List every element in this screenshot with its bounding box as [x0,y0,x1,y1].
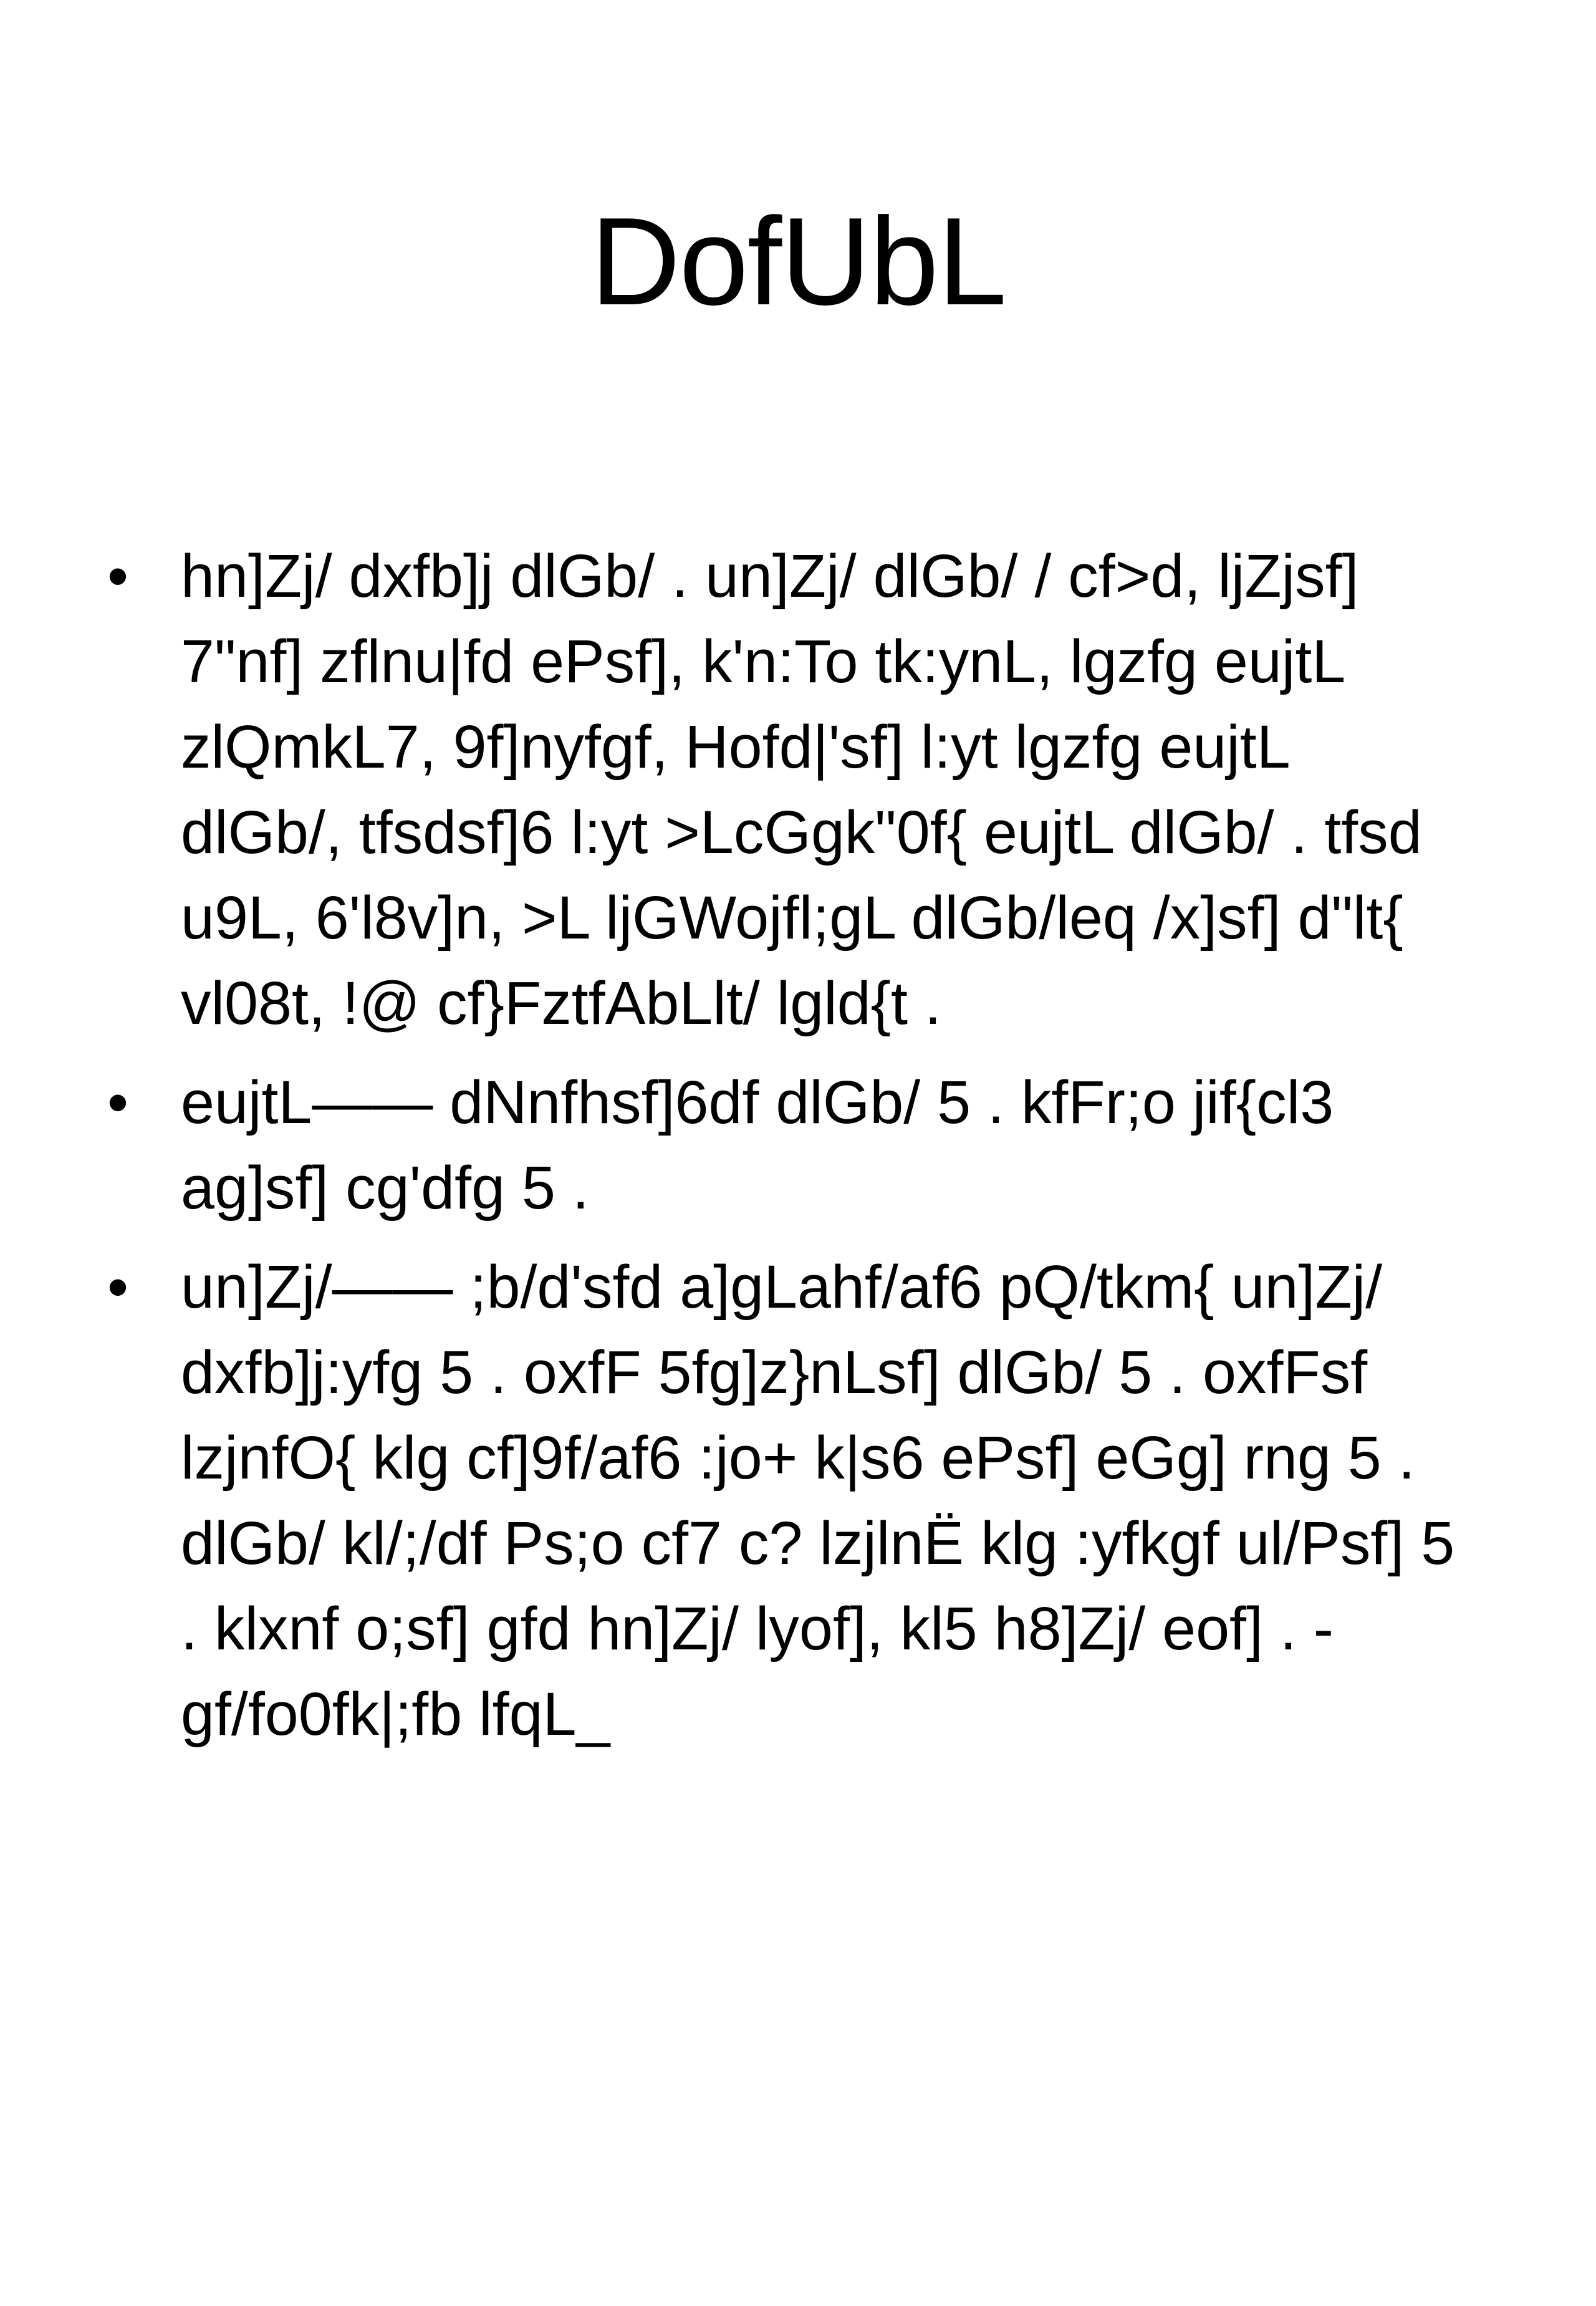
bullet-line: vl08t, !@ cf}FztfAbLlt/ lgld{t . [181,969,941,1037]
bullet-line: dlGb/ kl/;/df Ps;o cf7 c? lzjlnË klg :yfkgf ul/Psf] 5 [181,1509,1455,1577]
bullet-item [107,533,1509,1046]
bullet-line: 7"nf] zflnu|fd ePsf], k'n:To tk:ynL, lgzfg eujtL [181,627,1346,695]
bullet-dot-icon: • [107,542,128,610]
bullet-dot-icon: • [107,1253,128,1321]
bullet-dot-icon: • [107,1068,128,1136]
bullet-item [107,1244,1509,1757]
bullet-line: lzjnfO{ klg cf]9f/af6 :jo+ k|s6 ePsf] eGg] rng 5 . [181,1424,1415,1492]
bullet-list [107,533,1509,1770]
bullet-line: gf/fo0fk|;fb lfqL_ [181,1680,610,1748]
bullet-line: . klxnf o;sf] gfd hn]Zj/ lyof], kl5 h8]Zj/ eof] . - [181,1594,1334,1662]
bullet-text [181,533,1509,1046]
slide-title: DofUbL [590,192,1006,331]
bullet-line: ag]sf] cg'dfg 5 . [181,1154,589,1222]
bullet-text [181,1244,1509,1757]
bullet-line: zlQmkL7, 9f]nyfgf, Hofd|'sf] l:yt lgzfg eujtL [181,713,1291,781]
bullet-line: un]Zj/—— ;b/d'sfd a]gLahf/af6 pQ/tkm{ un]Zj/ [181,1253,1383,1321]
bullet-line: dlGb/, tfsdsf]6 l:yt >LcGgk"0f{ eujtL dlGb/ . tfsd [181,798,1422,866]
bullet-line: u9L, 6'l8v]n, >L ljGWojfl;gL dlGb/leq /x]sf] d"lt{ [181,884,1403,952]
bullet-text [181,1059,1509,1230]
bullet-line: dxfb]j:yfg 5 . oxfF 5fg]z}nLsf] dlGb/ 5 . oxfFsf [181,1338,1368,1406]
bullet-line: hn]Zj/ dxfb]j dlGb/ . un]Zj/ dlGb/ / cf>d, ljZjsf] [181,542,1359,610]
bullet-item [107,1059,1509,1230]
bullet-line: eujtL—— dNnfhsf]6df dlGb/ 5 . kfFr;o jif{cl3 [181,1068,1334,1136]
